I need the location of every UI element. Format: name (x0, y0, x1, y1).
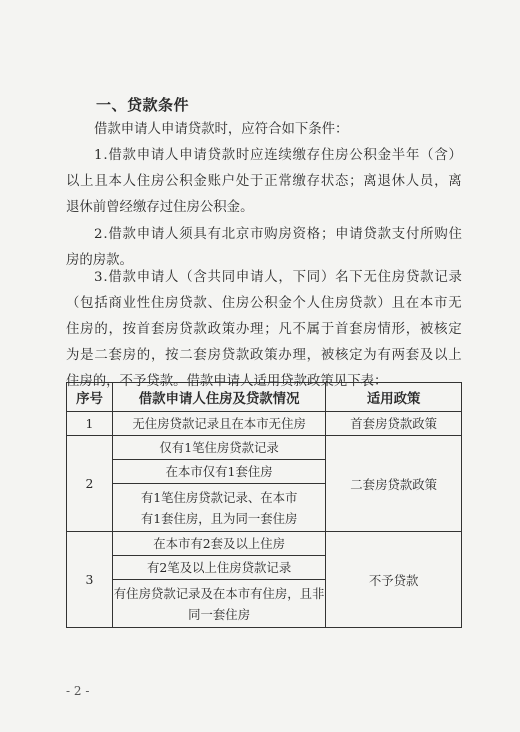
policy-cell: 不予贷款 (326, 532, 462, 628)
text-line: 住 房 的 ， 按 首 套 房 贷 款 政 策 办 理 ； 凡 不 属 于 首 套 房 情 形 ， 被 核 定 (66, 322, 462, 337)
intro-line: 借款申请人申请贷款时，应符合如下条件： (94, 122, 349, 137)
text-line: 以 上 且 本 人 住 房 公 积 金 账 户 处 于 正 常 缴 存 状 态 ； 离 退 休 人 员 ， 离 (66, 174, 462, 189)
condition-1-paragraph (66, 143, 462, 221)
page-number: - 2 - (66, 684, 90, 698)
text-line: 住房的，不予贷款。借款申请人适用贷款政策见下表： (66, 374, 388, 389)
condition-cell: 无住房贷款记录且在本市无住房 (112, 412, 325, 436)
row-number: 1 (67, 412, 113, 436)
table-row (67, 412, 462, 436)
condition-line: 有1笔住房贷款记录、在本市 (140, 489, 298, 505)
header-policy: 适用政策 (326, 383, 462, 412)
header-no: 序号 (67, 383, 113, 412)
text-line: 退休前曾经缴存过住房公积金。 (66, 200, 254, 215)
intro-paragraph (66, 117, 462, 143)
table-row (67, 532, 462, 556)
condition-line: 有住房贷款记录及在本市有住房，且非 (113, 585, 325, 601)
table-header-row (67, 383, 462, 412)
condition-cell: 在本市仅有1套住房 (112, 460, 325, 484)
condition-cell: 在本市有2套及以上住房 (112, 532, 325, 556)
text-line: 1 . 借 款 申 请 人 申 请 贷 款 时 应 连 续 缴 存 住 房 公 积 金 半 年 （ 含 ） (94, 148, 462, 163)
section-heading: 一、贷款条件 (96, 96, 190, 114)
table-row (67, 436, 462, 460)
text-line: 房的房款。 (66, 253, 133, 268)
loan-policy-table (66, 382, 462, 628)
condition-line: 有1套住房，且为同一套住房 (140, 510, 298, 526)
condition-cell (112, 580, 325, 628)
text-line: 3 . 借 款 申 请 人 （ 含 共 同 申 请 人 ， 下 同 ） 名 下 无 住 房 贷 款 记 录 (94, 270, 462, 285)
row-number: 3 (67, 532, 113, 628)
condition-cell: 有2笔及以上住房贷款记录 (112, 556, 325, 580)
row-number: 2 (67, 436, 113, 532)
condition-line: 同一套住房 (188, 606, 251, 622)
text-line: （ 包 括 商 业 性 住 房 贷 款 、 住 房 公 积 金 个 人 住 房 贷 款 ） 且 在 本 市 无 (66, 296, 462, 311)
text-line: 为 是 二 套 房 的 ， 按 二 套 房 贷 款 政 策 办 理 ， 被 核 定 为 有 两 套 及 以 上 (66, 348, 462, 363)
condition-cell (112, 484, 325, 532)
condition-cell: 仅有1笔住房贷款记录 (112, 436, 325, 460)
policy-cell: 首套房贷款政策 (326, 412, 462, 436)
header-condition: 借款申请人住房及贷款情况 (112, 383, 325, 412)
text-line: 2 . 借 款 申 请 人 须 具 有 北 京 市 购 房 资 格 ； 申 请 贷 款 支 付 所 购 住 (94, 227, 462, 242)
policy-cell: 二套房贷款政策 (326, 436, 462, 532)
condition-3-paragraph (66, 265, 462, 395)
